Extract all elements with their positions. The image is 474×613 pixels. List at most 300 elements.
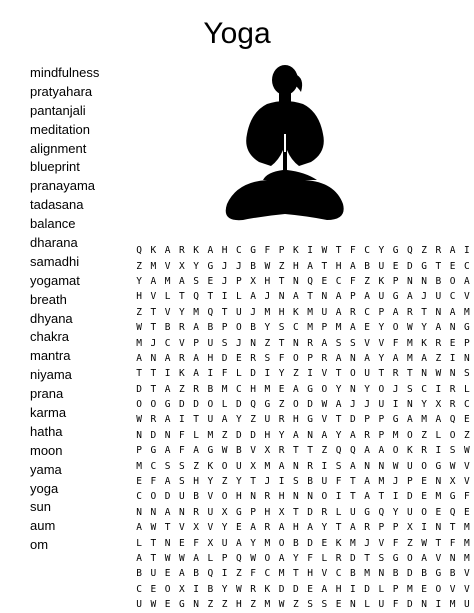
grid-letter[interactable]: V xyxy=(449,583,456,595)
grid-letter[interactable]: S xyxy=(350,337,356,349)
grid-letter[interactable]: Y xyxy=(236,476,242,488)
grid-letter[interactable]: A xyxy=(435,322,442,334)
grid-letter[interactable]: Z xyxy=(207,599,214,611)
grid-letter[interactable]: T xyxy=(278,275,285,287)
grid-letter[interactable]: R xyxy=(307,337,313,349)
grid-letter[interactable]: W xyxy=(278,599,285,611)
grid-letter[interactable]: J xyxy=(364,537,370,549)
grid-letter[interactable]: S xyxy=(221,337,228,349)
grid-letter[interactable]: M xyxy=(164,275,171,287)
grid-letter[interactable]: B xyxy=(435,275,442,287)
grid-letter[interactable]: C xyxy=(136,583,142,595)
grid-letter[interactable]: F xyxy=(449,537,456,549)
grid-letter[interactable]: L xyxy=(236,368,242,380)
grid-letter[interactable]: Z xyxy=(293,368,299,380)
grid-letter[interactable]: A xyxy=(449,245,456,257)
grid-letter[interactable]: P xyxy=(392,583,399,595)
grid-letter[interactable]: D xyxy=(250,429,256,441)
grid-letter[interactable]: R xyxy=(307,460,313,472)
grid-letter[interactable]: N xyxy=(136,506,142,518)
grid-letter[interactable]: L xyxy=(435,429,442,441)
grid-letter[interactable]: T xyxy=(449,522,456,534)
grid-letter[interactable]: W xyxy=(164,553,171,564)
grid-letter[interactable]: A xyxy=(278,553,285,564)
grid-letter[interactable]: H xyxy=(136,291,142,303)
grid-letter[interactable]: Z xyxy=(221,429,228,441)
grid-letter[interactable]: D xyxy=(179,399,185,411)
grid-letter[interactable]: D xyxy=(407,491,413,503)
grid-letter[interactable]: E xyxy=(464,506,470,518)
grid-letter[interactable]: R xyxy=(321,352,328,364)
grid-letter[interactable]: O xyxy=(293,352,299,364)
grid-letter[interactable]: M xyxy=(407,337,413,349)
grid-letter[interactable]: Z xyxy=(250,414,256,426)
grid-letter[interactable]: D xyxy=(307,506,313,518)
grid-letter[interactable]: Y xyxy=(392,506,399,518)
grid-letter[interactable]: L xyxy=(378,583,385,595)
grid-letter[interactable]: U xyxy=(364,368,370,380)
grid-letter[interactable]: R xyxy=(250,583,256,595)
grid-letter[interactable]: T xyxy=(250,476,256,488)
grid-letter[interactable]: N xyxy=(364,460,370,472)
grid-letter[interactable]: B xyxy=(421,568,427,580)
grid-letter[interactable]: V xyxy=(464,291,470,303)
grid-letter[interactable]: P xyxy=(378,306,385,318)
grid-letter[interactable]: M xyxy=(392,429,399,441)
grid-letter[interactable]: M xyxy=(278,568,285,580)
grid-letter[interactable]: H xyxy=(207,352,214,364)
grid-letter[interactable]: N xyxy=(307,429,313,441)
grid-letter[interactable]: A xyxy=(150,275,157,287)
grid-letter[interactable]: N xyxy=(179,506,185,518)
grid-letter[interactable]: R xyxy=(193,383,199,395)
grid-letter[interactable]: R xyxy=(407,306,413,318)
grid-letter[interactable]: W xyxy=(136,414,142,426)
grid-letter[interactable]: S xyxy=(449,445,456,457)
grid-letter[interactable]: R xyxy=(449,399,456,411)
grid-letter[interactable]: V xyxy=(464,583,470,595)
grid-letter[interactable]: A xyxy=(350,260,356,272)
grid-letter[interactable]: G xyxy=(449,491,456,503)
grid-letter[interactable]: J xyxy=(221,275,228,287)
grid-letter[interactable]: I xyxy=(307,368,313,380)
grid-letter[interactable]: K xyxy=(179,368,185,380)
grid-letter[interactable]: A xyxy=(407,291,413,303)
grid-letter[interactable]: M xyxy=(193,306,199,318)
grid-letter[interactable]: C xyxy=(364,306,370,318)
grid-letter[interactable]: T xyxy=(150,368,157,380)
grid-letter[interactable]: T xyxy=(307,291,313,303)
grid-letter[interactable]: R xyxy=(150,414,157,426)
grid-letter[interactable]: E xyxy=(421,476,427,488)
grid-letter[interactable]: R xyxy=(250,352,256,364)
grid-letter[interactable]: U xyxy=(407,460,413,472)
grid-letter[interactable]: P xyxy=(136,445,142,457)
grid-letter[interactable]: N xyxy=(350,599,356,611)
grid-letter[interactable]: A xyxy=(293,383,299,395)
grid-letter[interactable]: A xyxy=(164,383,171,395)
grid-letter[interactable]: F xyxy=(278,352,285,364)
grid-letter[interactable]: J xyxy=(221,260,228,272)
grid-letter[interactable]: Q xyxy=(207,306,214,318)
grid-letter[interactable]: O xyxy=(236,322,242,334)
grid-letter[interactable]: W xyxy=(264,260,271,272)
grid-letter[interactable]: O xyxy=(407,553,413,564)
grid-letter[interactable]: I xyxy=(421,522,427,534)
grid-letter[interactable]: A xyxy=(435,414,442,426)
grid-letter[interactable]: A xyxy=(164,245,171,257)
grid-letter[interactable]: U xyxy=(407,506,413,518)
grid-letter[interactable]: A xyxy=(421,352,427,364)
grid-letter[interactable]: K xyxy=(264,583,271,595)
grid-letter[interactable]: B xyxy=(193,568,199,580)
grid-letter[interactable]: C xyxy=(449,291,456,303)
grid-letter[interactable]: G xyxy=(464,322,470,334)
grid-letter[interactable]: I xyxy=(193,583,199,595)
grid-letter[interactable]: B xyxy=(207,383,214,395)
grid-letter[interactable]: J xyxy=(264,291,271,303)
grid-letter[interactable]: N xyxy=(449,553,456,564)
grid-letter[interactable]: G xyxy=(250,245,256,257)
grid-letter[interactable]: M xyxy=(378,476,385,488)
grid-letter[interactable]: B xyxy=(250,322,256,334)
grid-letter[interactable]: O xyxy=(392,322,399,334)
grid-letter[interactable]: U xyxy=(435,291,442,303)
grid-letter[interactable]: D xyxy=(307,399,313,411)
grid-letter[interactable]: Z xyxy=(464,429,470,441)
grid-letter[interactable]: R xyxy=(278,445,285,457)
grid-letter[interactable]: C xyxy=(264,568,271,580)
grid-letter[interactable]: F xyxy=(179,445,185,457)
grid-letter[interactable]: Z xyxy=(435,352,442,364)
grid-letter[interactable]: F xyxy=(392,537,399,549)
grid-letter[interactable]: S xyxy=(179,476,185,488)
grid-letter[interactable]: I xyxy=(321,460,328,472)
grid-letter[interactable]: Y xyxy=(250,537,256,549)
grid-letter[interactable]: N xyxy=(293,275,299,287)
grid-letter[interactable]: E xyxy=(307,583,313,595)
grid-letter[interactable]: G xyxy=(392,414,399,426)
grid-letter[interactable]: A xyxy=(221,414,228,426)
grid-letter[interactable]: A xyxy=(164,414,171,426)
grid-letter[interactable]: D xyxy=(278,583,285,595)
grid-letter[interactable]: N xyxy=(464,352,470,364)
grid-letter[interactable]: R xyxy=(421,445,427,457)
grid-letter[interactable]: L xyxy=(221,399,228,411)
grid-letter[interactable]: I xyxy=(350,583,356,595)
grid-letter[interactable]: X xyxy=(250,460,256,472)
grid-letter[interactable]: M xyxy=(264,460,271,472)
grid-letter[interactable]: D xyxy=(364,583,370,595)
grid-letter[interactable]: R xyxy=(350,306,356,318)
grid-letter[interactable]: Z xyxy=(321,445,328,457)
grid-letter[interactable]: R xyxy=(193,506,199,518)
grid-letter[interactable]: A xyxy=(335,291,342,303)
grid-letter[interactable]: A xyxy=(350,522,356,534)
grid-letter[interactable]: R xyxy=(392,368,399,380)
grid-letter[interactable]: D xyxy=(307,537,313,549)
grid-letter[interactable]: E xyxy=(236,522,242,534)
grid-letter[interactable]: K xyxy=(293,245,299,257)
grid-letter[interactable]: W xyxy=(136,322,142,334)
grid-letter[interactable]: C xyxy=(421,383,427,395)
grid-letter[interactable]: G xyxy=(150,445,157,457)
grid-letter[interactable]: M xyxy=(307,322,313,334)
grid-letter[interactable]: O xyxy=(221,491,228,503)
grid-letter[interactable]: Y xyxy=(364,383,370,395)
grid-letter[interactable]: G xyxy=(164,399,171,411)
grid-letter[interactable]: M xyxy=(150,260,157,272)
grid-letter[interactable]: E xyxy=(150,583,157,595)
grid-letter[interactable]: A xyxy=(193,445,199,457)
grid-letter[interactable]: S xyxy=(335,460,342,472)
grid-letter[interactable]: B xyxy=(193,491,199,503)
grid-letter[interactable]: I xyxy=(435,445,442,457)
grid-letter[interactable]: H xyxy=(236,491,242,503)
grid-letter[interactable]: U xyxy=(321,306,328,318)
grid-letter[interactable]: A xyxy=(278,460,285,472)
grid-letter[interactable]: F xyxy=(307,553,313,564)
grid-letter[interactable]: A xyxy=(321,429,328,441)
grid-letter[interactable]: A xyxy=(364,491,370,503)
grid-letter[interactable]: L xyxy=(364,599,370,611)
grid-letter[interactable]: N xyxy=(435,476,442,488)
grid-letter[interactable]: N xyxy=(293,491,299,503)
grid-letter[interactable]: H xyxy=(293,260,299,272)
grid-letter[interactable]: N xyxy=(435,306,442,318)
grid-letter[interactable]: I xyxy=(307,245,313,257)
grid-letter[interactable]: X xyxy=(179,260,185,272)
grid-letter[interactable]: P xyxy=(378,522,385,534)
grid-letter[interactable]: I xyxy=(435,383,442,395)
grid-letter[interactable]: A xyxy=(136,352,142,364)
grid-letter[interactable]: B xyxy=(207,322,214,334)
grid-letter[interactable]: Y xyxy=(264,322,271,334)
grid-letter[interactable]: P xyxy=(221,553,228,564)
grid-letter[interactable]: E xyxy=(421,583,427,595)
grid-letter[interactable]: I xyxy=(221,568,228,580)
grid-letter[interactable]: J xyxy=(236,260,242,272)
grid-letter[interactable]: A xyxy=(236,537,242,549)
grid-letter[interactable]: C xyxy=(150,460,157,472)
grid-letter[interactable]: W xyxy=(407,322,413,334)
grid-letter[interactable]: A xyxy=(307,260,313,272)
grid-letter[interactable]: N xyxy=(150,352,157,364)
grid-letter[interactable]: T xyxy=(335,245,342,257)
grid-letter[interactable]: V xyxy=(435,553,442,564)
grid-letter[interactable]: Y xyxy=(179,306,185,318)
grid-letter[interactable]: A xyxy=(350,460,356,472)
grid-letter[interactable]: M xyxy=(136,460,142,472)
grid-letter[interactable]: F xyxy=(464,491,470,503)
grid-letter[interactable]: I xyxy=(392,491,399,503)
grid-letter[interactable]: H xyxy=(193,476,199,488)
grid-letter[interactable]: H xyxy=(264,506,271,518)
grid-letter[interactable]: Y xyxy=(421,322,427,334)
grid-letter[interactable]: J xyxy=(250,306,256,318)
grid-letter[interactable]: T xyxy=(335,368,342,380)
grid-letter[interactable]: Q xyxy=(307,275,313,287)
grid-letter[interactable]: U xyxy=(236,460,242,472)
grid-letter[interactable]: U xyxy=(378,260,385,272)
grid-letter[interactable]: Y xyxy=(193,260,199,272)
grid-letter[interactable]: R xyxy=(364,429,370,441)
grid-letter[interactable]: O xyxy=(278,537,285,549)
grid-letter[interactable]: H xyxy=(250,383,256,395)
grid-letter[interactable]: Y xyxy=(335,429,342,441)
grid-letter[interactable]: L xyxy=(321,553,328,564)
grid-letter[interactable]: Q xyxy=(193,291,199,303)
grid-letter[interactable]: A xyxy=(193,368,199,380)
grid-letter[interactable]: M xyxy=(264,306,271,318)
grid-letter[interactable]: U xyxy=(221,537,228,549)
grid-letter[interactable]: M xyxy=(464,522,470,534)
grid-letter[interactable]: A xyxy=(464,275,470,287)
grid-letter[interactable]: R xyxy=(435,245,442,257)
grid-letter[interactable]: I xyxy=(464,245,470,257)
grid-letter[interactable]: N xyxy=(407,399,413,411)
grid-letter[interactable]: U xyxy=(464,599,470,611)
grid-letter[interactable]: A xyxy=(293,291,299,303)
grid-letter[interactable]: A xyxy=(164,445,171,457)
grid-letter[interactable]: K xyxy=(421,337,427,349)
grid-letter[interactable]: L xyxy=(193,429,199,441)
grid-letter[interactable]: A xyxy=(321,583,328,595)
grid-letter[interactable]: B xyxy=(207,583,214,595)
grid-letter[interactable]: E xyxy=(321,275,328,287)
grid-letter[interactable]: Z xyxy=(264,337,271,349)
grid-letter[interactable]: D xyxy=(293,583,299,595)
grid-letter[interactable]: N xyxy=(278,291,285,303)
grid-letter[interactable]: E xyxy=(435,506,442,518)
grid-letter[interactable]: M xyxy=(407,583,413,595)
grid-letter[interactable]: W xyxy=(221,445,228,457)
grid-letter[interactable]: M xyxy=(264,383,271,395)
grid-letter[interactable]: H xyxy=(307,568,313,580)
grid-letter[interactable]: Y xyxy=(136,275,142,287)
grid-letter[interactable]: Q xyxy=(236,553,242,564)
grid-letter[interactable]: Y xyxy=(378,245,385,257)
grid-letter[interactable]: Y xyxy=(321,522,328,534)
grid-letter[interactable]: T xyxy=(321,260,328,272)
grid-letter[interactable]: W xyxy=(321,245,328,257)
grid-letter[interactable]: A xyxy=(364,291,370,303)
grid-letter[interactable]: N xyxy=(293,337,299,349)
grid-letter[interactable]: O xyxy=(421,506,427,518)
grid-letter[interactable]: L xyxy=(136,537,142,549)
grid-letter[interactable]: E xyxy=(364,322,370,334)
grid-letter[interactable]: Z xyxy=(421,245,427,257)
grid-letter[interactable]: Y xyxy=(421,399,427,411)
grid-letter[interactable]: M xyxy=(350,537,356,549)
grid-letter[interactable]: Q xyxy=(335,445,342,457)
grid-letter[interactable]: T xyxy=(350,476,356,488)
grid-letter[interactable]: U xyxy=(207,414,214,426)
grid-letter[interactable]: Y xyxy=(378,352,385,364)
grid-letter[interactable]: C xyxy=(335,568,342,580)
grid-letter[interactable]: V xyxy=(179,337,185,349)
grid-letter[interactable]: A xyxy=(164,352,171,364)
grid-letter[interactable]: A xyxy=(136,553,142,564)
grid-letter[interactable]: A xyxy=(250,291,256,303)
grid-letter[interactable]: G xyxy=(179,599,185,611)
grid-letter[interactable]: R xyxy=(179,352,185,364)
grid-letter[interactable]: A xyxy=(392,352,399,364)
grid-letter[interactable]: T xyxy=(378,368,385,380)
grid-letter[interactable]: N xyxy=(350,383,356,395)
grid-letter[interactable]: B xyxy=(364,260,370,272)
grid-letter[interactable]: D xyxy=(250,368,256,380)
grid-letter[interactable]: G xyxy=(435,460,442,472)
grid-letter[interactable]: O xyxy=(421,460,427,472)
grid-letter[interactable]: O xyxy=(150,491,157,503)
grid-letter[interactable]: A xyxy=(207,245,214,257)
grid-letter[interactable]: J xyxy=(350,399,356,411)
grid-letter[interactable]: Q xyxy=(136,245,142,257)
grid-letter[interactable]: Q xyxy=(250,399,256,411)
grid-letter[interactable]: S xyxy=(193,275,199,287)
grid-letter[interactable]: B xyxy=(236,445,242,457)
grid-letter[interactable]: U xyxy=(321,476,328,488)
grid-letter[interactable]: R xyxy=(335,553,342,564)
grid-letter[interactable]: U xyxy=(179,491,185,503)
grid-letter[interactable]: A xyxy=(335,352,342,364)
grid-letter[interactable]: N xyxy=(421,368,427,380)
grid-letter[interactable]: V xyxy=(207,491,214,503)
grid-letter[interactable]: F xyxy=(179,429,185,441)
grid-letter[interactable]: Q xyxy=(407,245,413,257)
grid-letter[interactable]: U xyxy=(136,599,142,611)
grid-letter[interactable]: V xyxy=(321,568,328,580)
grid-letter[interactable]: O xyxy=(207,399,214,411)
grid-letter[interactable]: D xyxy=(350,414,356,426)
grid-letter[interactable]: T xyxy=(207,291,214,303)
grid-letter[interactable]: U xyxy=(350,506,356,518)
grid-letter[interactable]: G xyxy=(435,568,442,580)
grid-letter[interactable]: M xyxy=(407,352,413,364)
grid-letter[interactable]: N xyxy=(321,291,328,303)
grid-letter[interactable]: V xyxy=(150,291,157,303)
grid-letter[interactable]: T xyxy=(364,553,370,564)
grid-letter[interactable]: M xyxy=(364,568,370,580)
grid-letter[interactable]: B xyxy=(449,568,456,580)
grid-letter[interactable]: U xyxy=(264,414,271,426)
grid-letter[interactable]: O xyxy=(321,491,328,503)
grid-letter[interactable]: A xyxy=(449,306,456,318)
grid-letter[interactable]: U xyxy=(207,506,214,518)
grid-letter[interactable]: D xyxy=(350,553,356,564)
grid-letter[interactable]: E xyxy=(335,599,342,611)
grid-letter[interactable]: Z xyxy=(136,306,142,318)
grid-letter[interactable]: R xyxy=(364,522,370,534)
grid-letter[interactable]: D xyxy=(236,399,242,411)
grid-letter[interactable]: N xyxy=(421,275,427,287)
grid-letter[interactable]: O xyxy=(221,460,228,472)
grid-letter[interactable]: A xyxy=(364,445,370,457)
grid-letter[interactable]: N xyxy=(150,506,157,518)
grid-letter[interactable]: V xyxy=(321,414,328,426)
grid-letter[interactable]: G xyxy=(236,506,242,518)
grid-letter[interactable]: D xyxy=(193,399,199,411)
grid-letter[interactable]: Z xyxy=(221,476,228,488)
grid-letter[interactable]: T xyxy=(421,306,427,318)
grid-letter[interactable]: K xyxy=(378,275,385,287)
grid-letter[interactable]: A xyxy=(136,522,142,534)
grid-letter[interactable]: P xyxy=(307,352,313,364)
grid-letter[interactable]: O xyxy=(150,399,157,411)
grid-letter[interactable]: E xyxy=(421,491,427,503)
grid-letter[interactable]: P xyxy=(464,337,470,349)
